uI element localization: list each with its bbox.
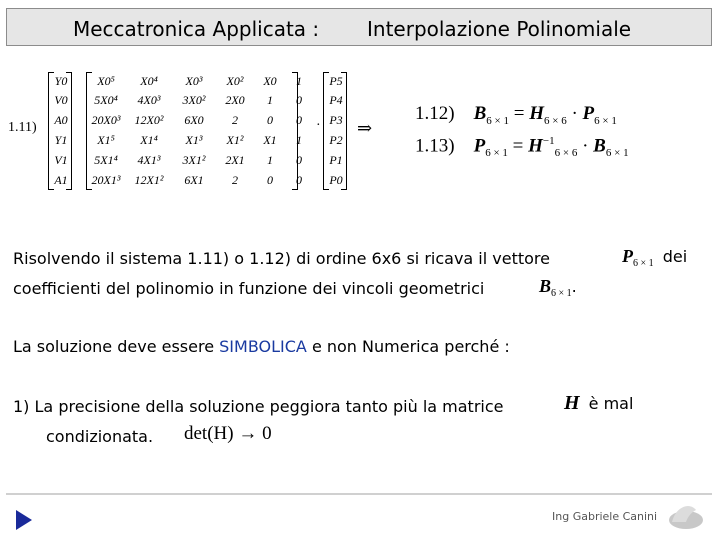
h-matrix-entry: X0⁴ <box>140 74 158 88</box>
equation-1-13 <box>415 135 629 159</box>
det-expression: det(H) → 0 <box>184 423 272 444</box>
topic-title: Interpolazione Polinomiale <box>367 17 632 41</box>
dim-p-inline: 6 × 1 <box>633 258 654 270</box>
h-matrix-entry: 3X0² <box>182 93 206 107</box>
h-matrix-entry: 5X1⁴ <box>94 153 118 167</box>
point-1-after-h: è mal <box>588 394 634 413</box>
paragraph-1-line-2 <box>13 279 484 298</box>
play-icon[interactable] <box>16 510 32 530</box>
rhs-entry: P0 <box>329 173 343 187</box>
rhs-bracket-left <box>323 72 329 190</box>
h-matrix-entry: 2X1 <box>225 153 245 167</box>
vector-b-inline <box>539 276 577 299</box>
dot-symbol: · <box>571 103 578 124</box>
h-matrix-entry: 6X0 <box>184 113 204 127</box>
matrix-h-inline <box>564 392 633 415</box>
symbol-h: H <box>528 135 543 157</box>
dim-b-inline: 6 × 1 <box>551 288 572 300</box>
equation-1-12 <box>415 103 617 127</box>
implies-symbol: ⇒ <box>357 118 373 138</box>
paragraph-2 <box>13 337 510 356</box>
h-matrix-entry: 12X0² <box>134 113 164 127</box>
h-matrix-entry: X1² <box>226 133 244 147</box>
dim-h: 6 × 6 <box>543 114 567 127</box>
paragraph-1-text-2: coefficienti del polinomio in funzione dei vincoli geometrici <box>13 279 485 298</box>
h-matrix-entry: 4X0³ <box>137 93 161 107</box>
symbol-p-inline: P <box>622 246 633 266</box>
dim-h: 6 × 6 <box>554 147 578 160</box>
h-matrix-entry: 20X0³ <box>91 113 121 127</box>
eq112-label: 1.12) <box>415 103 455 124</box>
symbol-b: B <box>473 103 487 124</box>
rhs-entry: P5 <box>329 74 343 88</box>
dim-p: 6 × 1 <box>594 114 617 127</box>
footer-divider <box>6 493 712 495</box>
h-matrix-entry: 2 <box>232 173 238 187</box>
rhs-entry: P3 <box>329 113 343 127</box>
symbol-p: P <box>473 135 486 157</box>
paragraph-1-text: Risolvendo il sistema 1.11) o 1.12) di ordine 6x6 si ricava il vettore <box>13 249 550 268</box>
point-1-line-2 <box>46 427 153 446</box>
lhs-bracket-left <box>48 72 54 190</box>
lhs-entry: A1 <box>54 173 68 187</box>
rhs-entry: P4 <box>329 93 343 107</box>
symbol-b-inline: B <box>539 276 552 296</box>
course-title: Meccatronica Applicata : <box>73 17 320 41</box>
h-matrix-entry: X0² <box>226 74 244 88</box>
dot-symbol: · <box>582 135 589 157</box>
h-matrix-entry: X1³ <box>185 133 203 147</box>
dim-p: 6 × 1 <box>485 147 508 160</box>
inverse-exponent: −1 <box>542 135 555 147</box>
eq113-label: 1.13) <box>415 135 455 157</box>
dim-b: 6 × 1 <box>486 114 509 127</box>
logo-icon <box>666 500 704 530</box>
h-matrix-entry: 0 <box>267 173 273 187</box>
h-matrix-entry: X0 <box>263 74 277 88</box>
h-matrix-entry: 0 <box>267 113 273 127</box>
equals-sign: = <box>513 103 525 124</box>
dim-b: 6 × 1 <box>605 147 629 160</box>
lhs-entry: Y1 <box>54 133 68 147</box>
point-1-text: 1) La precisione della soluzione peggiora tanto più la matrice <box>13 397 504 416</box>
paragraph-2-after: e non Numerica perché : <box>306 337 510 356</box>
h-matrix-entry: X1⁴ <box>140 133 158 147</box>
symbol-h-inline: H <box>564 392 580 414</box>
h-matrix-entry: X1⁵ <box>97 133 115 147</box>
h-matrix-entry: 2 <box>232 113 238 127</box>
author-name: Ing Gabriele Canini <box>552 510 658 523</box>
paragraph-1-dei: dei <box>662 247 688 266</box>
h-matrix-entry: 0 <box>296 113 302 127</box>
h-matrix-entry: X0³ <box>185 74 203 88</box>
rhs-entry: P2 <box>329 133 343 147</box>
h-matrix-entry: 1 <box>267 93 273 107</box>
lhs-entry: A0 <box>54 113 68 127</box>
h-matrix-entry: 12X1² <box>134 173 164 187</box>
h-matrix-entry: 4X1³ <box>137 153 161 167</box>
equals-sign: = <box>512 135 524 157</box>
paragraph-2-before: La soluzione deve essere <box>13 337 220 356</box>
h-matrix-entry: 3X1² <box>182 153 206 167</box>
h-matrix-entry: 1 <box>296 133 302 147</box>
highlight-simbolica: SIMBOLICA <box>219 337 307 356</box>
times-symbol: · <box>316 118 321 133</box>
period: . <box>571 277 577 296</box>
h-matrix-entry: 0 <box>296 93 302 107</box>
point-1-line-1 <box>13 397 504 416</box>
h-matrix-entry: 2X0 <box>225 93 245 107</box>
h-matrix-entry: 1 <box>296 74 302 88</box>
h-matrix-entry: X1 <box>263 133 277 147</box>
h-matrix-entry: 6X1 <box>184 173 204 187</box>
symbol-h: H <box>529 103 544 124</box>
h-matrix-entry: X0⁵ <box>97 74 115 88</box>
point-1-text-2: condizionata. <box>46 427 154 446</box>
h-matrix-entry: 5X0⁴ <box>94 93 118 107</box>
h-matrix-entry: 0 <box>296 153 302 167</box>
symbol-p: P <box>582 103 595 124</box>
slide-header <box>6 8 712 46</box>
lhs-entry: V1 <box>54 153 68 167</box>
symbol-b: B <box>593 135 606 157</box>
vector-p-inline <box>622 246 687 269</box>
equation-label-1-11: 1.11) <box>8 120 37 135</box>
h-matrix-entry: 0 <box>296 173 302 187</box>
lhs-entry: V0 <box>54 93 68 107</box>
lhs-entry: Y0 <box>54 74 68 88</box>
h-matrix-entry: 1 <box>267 153 273 167</box>
paragraph-1-line-1 <box>13 249 550 268</box>
rhs-entry: P1 <box>329 153 343 167</box>
h-matrix-entry: 20X1³ <box>91 173 121 187</box>
